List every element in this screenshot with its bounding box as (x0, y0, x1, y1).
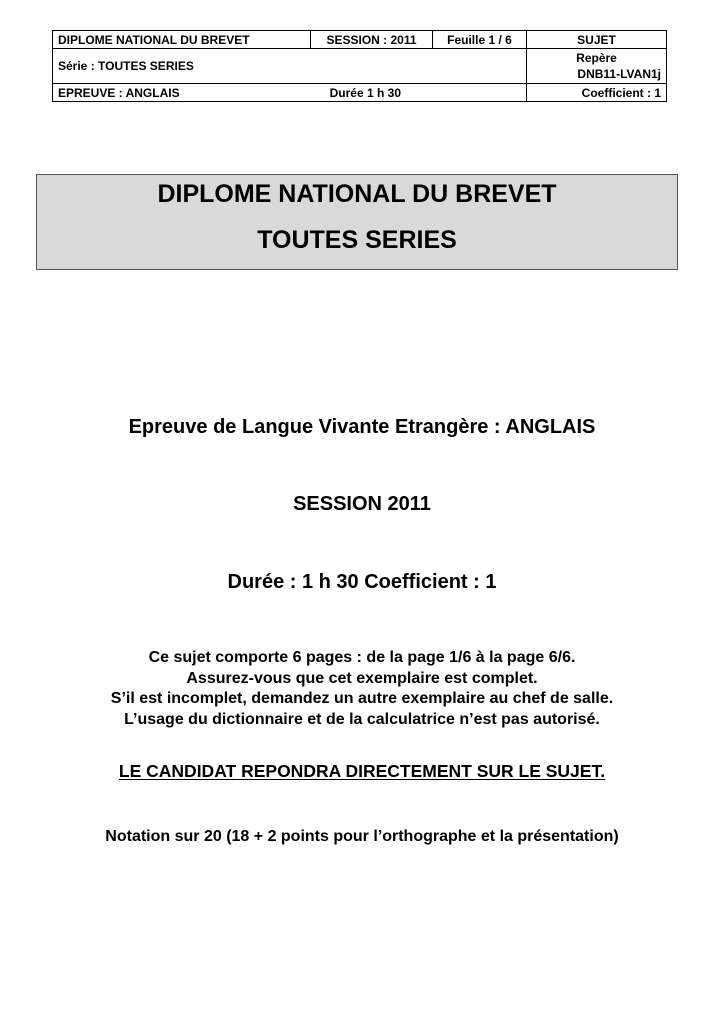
header-exam-name: DIPLOME NATIONAL DU BREVET (53, 31, 311, 49)
header-series: Série : TOUTES SERIES (53, 49, 527, 84)
instruction-line: Ce sujet comporte 6 pages : de la page 1/6 à la page 6/6. (148, 649, 576, 666)
header-type: SUJET (527, 31, 667, 49)
title-box (36, 174, 678, 270)
duration-coefficient-heading: Durée : 1 h 30 Coefficient : 1 (227, 571, 497, 593)
instruction-line: L’usage du dictionnaire et de la calculatrice n’est pas autorisé. (124, 710, 600, 728)
session-heading: SESSION 2011 (293, 493, 431, 515)
header-coefficient: Coefficient : 1 (527, 84, 667, 102)
header-row-top (53, 31, 667, 49)
header-reference-label: Repère (576, 51, 617, 65)
title-exam-name: DIPLOME NATIONAL DU BREVET (157, 180, 557, 208)
instruction-line: Assurez-vous que cet exemplaire est complet. (186, 669, 538, 687)
header-sheet: Feuille 1 / 6 (433, 31, 527, 49)
header-subject-duration-cell (53, 84, 527, 102)
instruction-line: S’il est incomplet, demandez un autre exemplaire au chef de salle. (110, 690, 614, 707)
notation-note: Notation sur 20 (18 + 2 points pour l’orthographe et la présentation) (105, 828, 619, 845)
title-series: TOUTES SERIES (257, 226, 457, 254)
exam-header-table (52, 30, 667, 102)
header-duration: Durée 1 h 30 (329, 85, 401, 100)
subject-heading: Epreuve de Langue Vivante Etrangère : ANGLAIS (128, 416, 596, 438)
header-reference (527, 49, 667, 84)
header-row-bottom (53, 84, 667, 102)
instructions-block (0, 648, 724, 730)
header-reference-code: DNB11-LVAN1j (577, 67, 661, 81)
answer-directive: LE CANDIDAT REPONDRA DIRECTEMENT SUR LE SUJET. (118, 761, 606, 781)
header-row-middle (53, 49, 667, 84)
header-session: SESSION : 2011 (311, 31, 433, 49)
header-subject: EPREUVE : ANGLAIS (58, 85, 180, 100)
